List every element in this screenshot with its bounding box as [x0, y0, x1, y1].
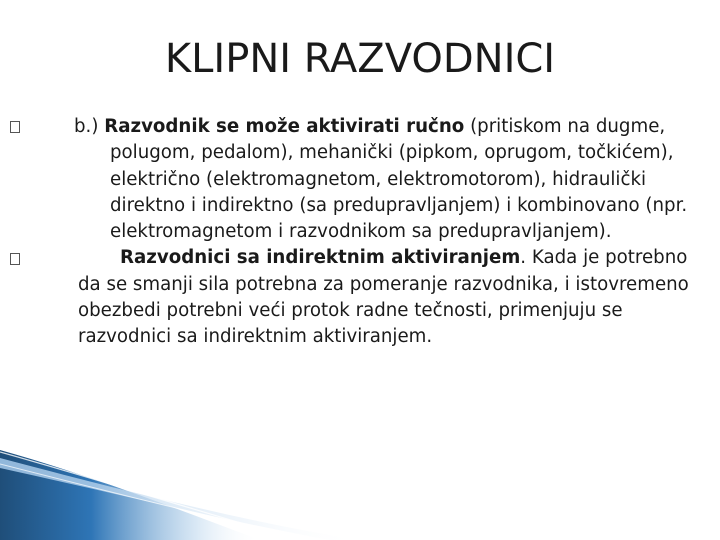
decorative-wave-shape: [0, 450, 720, 540]
paragraph-text: [70, 114, 698, 245]
paragraph-text: [72, 245, 698, 350]
paragraph-rest: . Kada je potrebno da se smanji sila potrebna za pomeranje razvodnika, i istovremeno obezbedi potrebni veći protok radne tečnosti, primenjuju se razvodnici sa indirektnim aktiviranjem.: [78, 247, 689, 348]
paragraph-manual-activation: [8, 114, 698, 245]
slide-body: [8, 114, 698, 351]
square-bullet-icon: [10, 253, 20, 265]
paragraph-indirect-activation: [8, 245, 698, 350]
paragraph-bold-phrase: Razvodnik se može aktivirati ručno: [104, 116, 465, 137]
slide-title: KLIPNI RAZVODNICI: [164, 36, 556, 82]
paragraph-rest: (pritiskom na dugme, polugom, pedalom), mehanički (pipkom, oprugom, točkićem), električno (elektromagnetom, elektromotorom), hidraulički direktno i indirektno (sa predupravljanjem) i kombinovano (npr. elektromagnetom i razvodnikom sa predupravljanjem).: [110, 116, 688, 243]
paragraph-prefix: b.): [74, 116, 105, 137]
square-bullet-icon: [10, 121, 20, 133]
paragraph-bold-phrase: Razvodnici sa indirektnim aktiviranjem: [120, 247, 521, 269]
